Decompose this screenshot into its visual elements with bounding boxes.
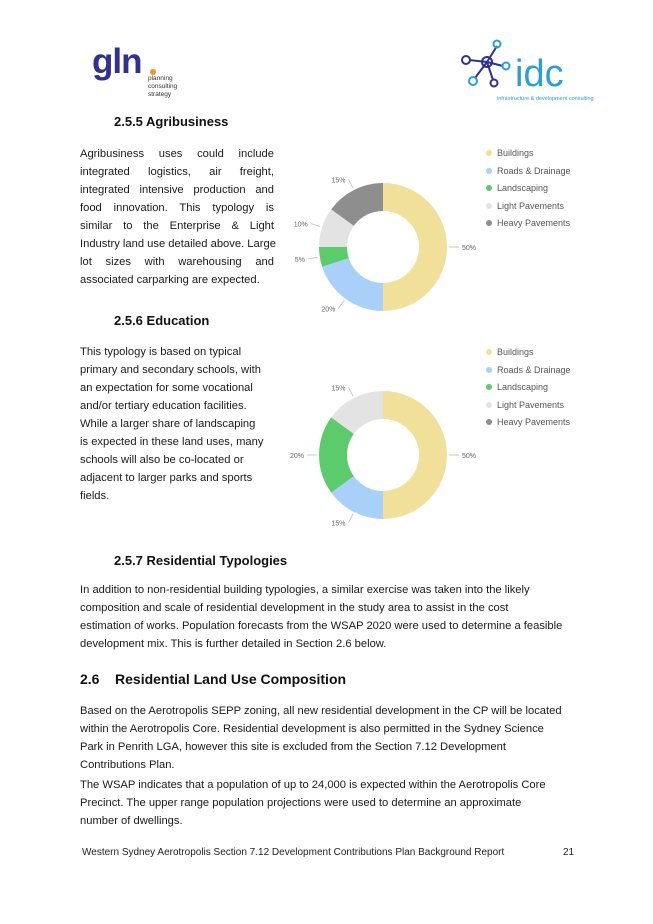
donut-slice-buildings [383,391,447,519]
legend-item [486,148,534,158]
text-line: schools will also be co-located or [80,454,244,466]
text-line: Precinct. The upper range population projections were used to determine an approximate [80,797,522,809]
legend-label: Landscaping [497,382,549,392]
data-label: 50% [462,453,477,460]
legend-label: Light Pavements [497,200,565,211]
data-label: 15% [331,385,346,393]
heading-education: 2.5.6 Education [114,313,210,328]
text-line: While a larger share of landscaping [80,418,256,430]
legend-label: Landscaping [497,183,549,193]
text-line: lot sizes with warehousing and [80,256,274,268]
legend-swatch [486,203,492,209]
gln-tagline-2: consulting [148,83,178,90]
legend-swatch [486,220,492,226]
legend-label: Heavy Pavements [497,218,571,228]
text-line: similar to the Enterprise & Light [80,220,274,232]
paragraph-residential-typologies [80,581,570,653]
text-line: adjacent to larger parks and sports [80,472,253,484]
legend-label: Buildings [497,148,534,158]
idc-logo [455,36,594,106]
footer-text: Western Sydney Aerotropolis Section 7.12 Development Contributions Plan Background Report [82,847,505,858]
legend-swatch [486,402,492,408]
chart-legend-agribusiness [486,148,596,238]
text-line: In addition to non-residential building typologies, a similar exercise was taken into the likely [80,584,530,596]
legend-swatch [486,384,492,390]
donut-chart-agribusiness [280,165,480,315]
text-line: estimation of works. Population forecasts from the WSAP 2020 were used to determine a feasible [80,620,563,632]
legend-item [486,166,571,176]
data-label: 20% [321,306,336,314]
label-leader-line [348,179,353,188]
legend-item [486,382,548,392]
legend-item [486,417,570,427]
idc-logo-word: idc [515,53,564,95]
label-leader-line [308,257,318,259]
donut-slice-roads-drainage [321,258,383,314]
text-line: Contributions Plan. [80,759,175,771]
text-line: fields. [80,490,110,502]
heading-residential-typologies: 2.5.7 Residential Typologies [114,553,288,568]
text-line: Park in Penrith LGA, however this site is excluded from the Section 7.12 Development [80,741,506,753]
idc-logo-tagline: infrastructure & development consulting [497,96,594,102]
donut-slice-buildings [383,183,447,311]
legend-swatch [486,150,492,156]
paragraph-residential-land-use-1 [80,702,570,774]
text-line: within the Aerotropolis Core. Residential development is also permitted in the Sydney Science [80,723,544,735]
legend-swatch [486,168,492,174]
donut-chart-education [280,373,480,528]
legend-swatch [486,185,492,191]
data-label: 10% [293,221,308,229]
legend-label: Roads & Drainage [497,165,571,176]
legend-item [486,347,534,357]
text-line: Agribusiness uses could include [80,148,274,160]
legend-swatch [486,349,492,355]
legend-item [486,365,571,375]
paragraph-agribusiness [80,145,274,289]
text-line: and/or tertiary education facilities. [80,400,247,412]
gln-tagline-1: planning [148,75,173,82]
heading-agribusiness: 2.5.5 Agribusiness [114,114,229,129]
legend-item [486,201,564,211]
legend-swatch [486,367,492,373]
data-label: 15% [331,177,346,185]
paragraph-education [80,343,263,505]
text-line: primary and secondary schools, with [80,364,261,376]
text-line: Industry land use detailed above. Large [80,238,276,250]
legend-item [486,400,564,410]
legend-swatch [486,419,492,425]
text-line: The WSAP indicates that a population of up to 24,000 is expected within the Aerotropolis Core [80,779,546,791]
text-line: integrated logistics, air freight, [80,166,274,178]
legend-label: Buildings [497,347,534,357]
data-label: 50% [462,245,477,252]
text-line: integrated intensive production and [80,184,274,196]
text-line: number of dwellings. [80,815,183,827]
label-leader-line [338,300,344,308]
gln-logo-word: gln [92,42,142,81]
chart-legend-education [486,347,596,437]
data-label: 20% [289,453,304,460]
paragraph-residential-land-use-2 [80,776,570,830]
text-line: an expectation for some vocational [80,382,253,394]
label-leader-line [311,224,321,227]
legend-item [486,183,548,193]
legend-label: Light Pavements [497,399,565,410]
gln-logo [92,42,182,102]
text-line: associated carparking are expected. [80,274,260,286]
text-line: Based on the Aerotropolis SEPP zoning, all new residential development in the CP will be located [80,705,562,717]
data-label: 5% [294,256,305,264]
label-leader-line [348,514,353,523]
legend-label: Roads & Drainage [497,364,571,375]
data-label: 15% [331,520,346,528]
text-line: This typology is based on typical [80,346,242,358]
label-leader-line [348,387,353,396]
legend-label: Heavy Pavements [497,417,571,427]
legend-item [486,218,570,228]
page-number: 21 [563,847,575,858]
text-line: food innovation. This typology is [80,202,274,214]
heading-residential-land-use: 2.6 Residential Land Use Composition [80,671,347,687]
text-line: composition and scale of residential development in the study area to assist in the cost [80,602,509,614]
text-line: is expected in these land uses, many [80,436,264,448]
gln-tagline-3: strategy [148,91,172,98]
text-line: development mix. This is further detailed in Section 2.6 below. [80,638,387,650]
